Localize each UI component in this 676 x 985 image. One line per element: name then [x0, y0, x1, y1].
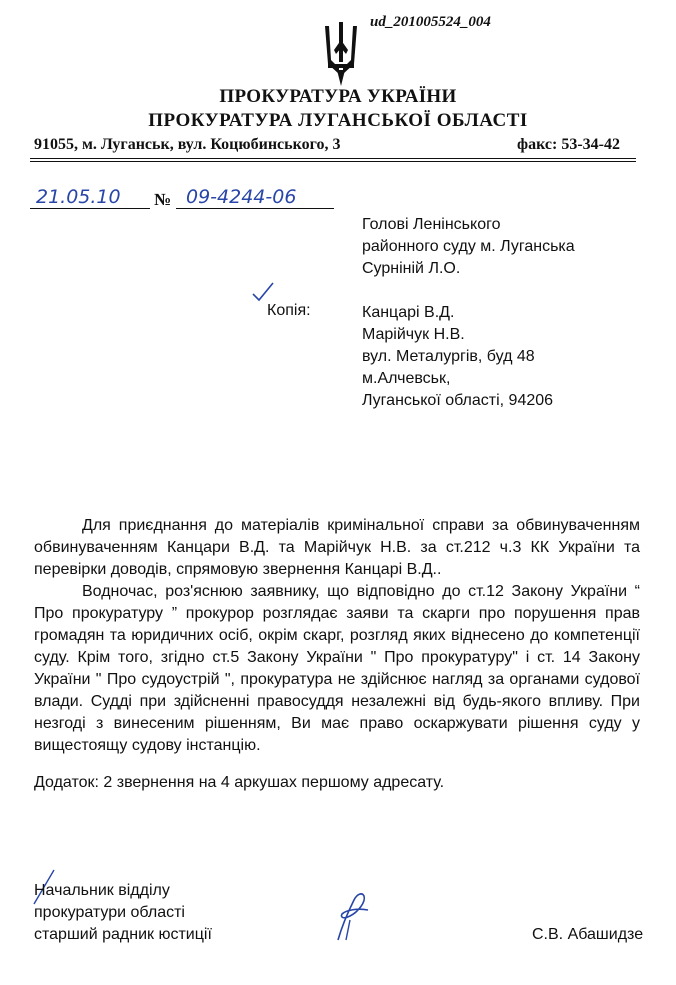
recipient-line: Сурніній Л.О.	[362, 260, 461, 277]
header-rule-thin	[30, 161, 636, 162]
outgoing-number: 09-4244-06	[186, 186, 297, 208]
attachment-note: Додаток: 2 звернення на 4 аркушах першому адресату.	[34, 774, 445, 791]
copy-line: Луганської області, 94206	[362, 392, 554, 409]
org-name-line1: ПРОКУРАТУРА УКРАЇНИ	[219, 86, 457, 107]
org-fax: факс: 53-34-42	[517, 136, 620, 153]
header-rule	[30, 158, 636, 159]
outgoing-date: 21.05.10	[36, 186, 121, 208]
date-underline	[30, 208, 150, 209]
copy-line: вул. Металургів, буд 48	[362, 348, 535, 365]
copy-line: Канцарі В.Д.	[362, 304, 455, 321]
signature	[324, 886, 384, 946]
copy-label: Копія:	[267, 302, 311, 319]
signatory-title: Начальник відділу	[34, 882, 170, 899]
letter-body	[34, 515, 640, 757]
signatory-title: прокуратури області	[34, 904, 185, 921]
signatory-title: старший радник юстиції	[34, 926, 212, 943]
number-underline	[176, 208, 334, 209]
number-label: №	[154, 190, 172, 209]
signatory-name: С.В. Абашидзе	[532, 926, 644, 943]
body-paragraph: Водночас, роз'яснюю заявнику, що відповідно до ст.12 Закону України “ Про прокуратуру ” прокурор розглядає заяви та скарги про порушення прав громадян та юридичних осіб, окрім скарг, розгляд яких віднесено до компетенції суду. Крім того, згідно ст.5 Закону України " Про прокуратуру" і ст. 14 Закону України " Про судоустрій ", прокуратура не здійснює нагляд за органами судової влади. Судді при здійсненні правосуддя незалежні від будь-якого впливу. При незгоді з винесеним рішенням, Ви має право оскаржувати рішення суду у вищестоящу судову інстанцію.	[34, 583, 640, 754]
recipient-line: районного суду м. Луганська	[362, 238, 575, 255]
recipient-line: Голові Ленінського	[362, 216, 501, 233]
org-name-line2: ПРОКУРАТУРА ЛУГАНСЬКОЇ ОБЛАСТІ	[148, 110, 528, 131]
copy-line: м.Алчевськ,	[362, 370, 451, 387]
checkmark-icon	[250, 280, 276, 304]
copy-line: Марійчук Н.В.	[362, 326, 465, 343]
document-id: ud_201005524_004	[370, 14, 491, 30]
body-paragraph: Для приєднання до матеріалів кримінальної справи за обвинуваченням обвинуваченням Канцари В.Д. та Марійчук Н.В. за ст.212 ч.3 КК України та перевірки доводів, спрямовую звернення Канцарі В.Д..	[34, 517, 640, 578]
trident-icon	[322, 20, 360, 90]
org-address: 91055, м. Луганськ, вул. Коцюбинського, 3	[34, 136, 341, 153]
